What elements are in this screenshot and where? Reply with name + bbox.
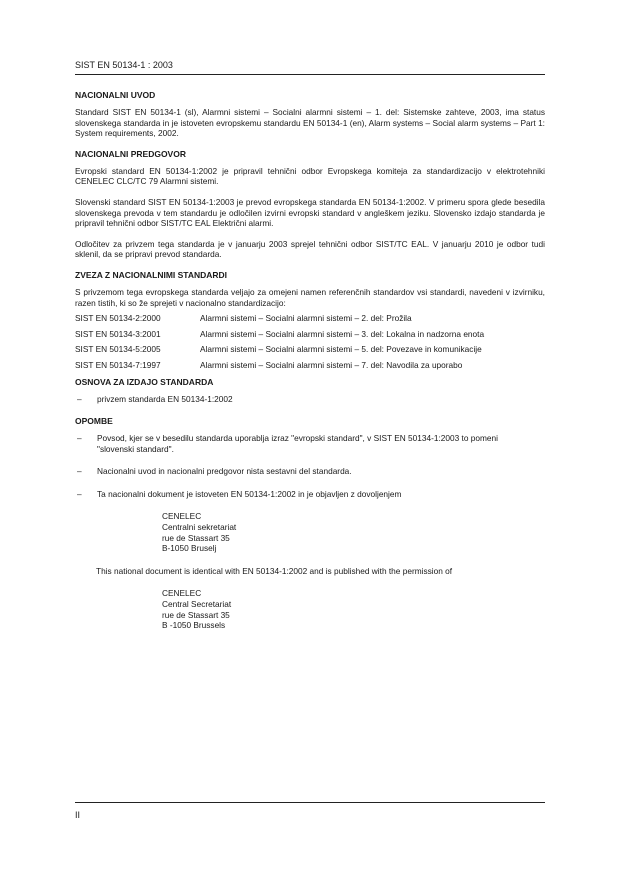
reference-code: SIST EN 50134-7:1997 [75,359,161,370]
paragraph-zveza-intro: S privzemom tega evropskega standarda veljajo za omejeni namen referenčnih standardov vsi standardi, navedeni v izvirniku, razen tistih, ki so že sprejeti v nacionalno standardizacijo: [75,286,545,308]
footer-rule [75,802,545,803]
paragraph-predgovor-3: Odločitev za privzem tega standarda je v januarju 2003 sprejel tehnični odbor SIST/TC EAL. V januarju 2010 je odbor tudi sklenil, da se pripravi prevod standarda. [75,238,545,260]
reference-title: Alarmni sistemi – Socialni alarmni sistemi – 3. del: Lokalna in nadzorna enota [200,328,485,339]
reference-code: SIST EN 50134-2:2000 [75,313,161,324]
reference-row [75,329,545,340]
list-item-text: Ta nacionalni dokument je istoveten EN 50134-1:2002 in je objavljen z dovoljenjem [97,488,402,499]
paragraph-nacionalni-uvod: Standard SIST EN 50134-1 (sl), Alarmni sistemi – Socialni alarmni sistemi – 1. del: Sistemske zahteve, 2003, ima status slovenskega standarda in je istoveten evropskemu standardu EN 50134-1 (en), Alarm systems – Social alarm systems – Part 1: System requirements, 2002. [75,107,545,139]
header-rule [75,74,545,75]
reference-list [75,313,545,370]
heading-zveza: ZVEZA Z NACIONALNIMI STANDARDI [75,269,228,280]
paragraph-predgovor-1: Evropski standard EN 50134-1:2002 je pripravil tehnični odbor Evropskega komiteja za standardizacijo v elektrotehniki CENELEC CLC/TC 79 Alarmni sistemi. [75,165,545,187]
list-item [75,394,545,405]
reference-title: Alarmni sistemi – Socialni alarmni sistemi – 5. del: Povezave in komunikacije [200,344,482,355]
address-line: rue de Stassart 35 [162,609,230,620]
list-item [75,489,545,500]
reference-row [75,344,545,355]
reference-code: SIST EN 50134-5:2005 [75,344,161,355]
reference-title: Alarmni sistemi – Socialni alarmni sistemi – 7. del: Navodila za uporabo [200,359,463,370]
dash-marker: – [77,393,82,404]
address-slovenian [162,511,545,553]
dash-marker: – [77,488,82,499]
address-line: Centralni sekretariat [162,522,237,533]
address-line: B-1050 Bruselj [162,543,217,554]
paragraph-predgovor-2: Slovenski standard SIST EN 50134-1:2003 je prevod evropskega standarda EN 50134-1:2002. V primeru spora glede besedila slovenskega prevoda v tem standardu je odločilen izvirni evropski standard v angleškem jeziku. Slovensko izdajo standarda je pripravil tehnični odbor SIST/TC EAL Električni alarmi. [75,196,545,229]
dash-marker: – [77,466,82,477]
heading-osnova: OSNOVA ZA IZDAJO STANDARDA [75,376,214,387]
address-line: CENELEC [162,588,202,599]
list-item-text: Povsod, kjer se v besedilu standarda uporablja izraz "evropski standard", v SIST EN 50134-1:2003 to pomeni "slovenski standard". [97,433,498,454]
address-line: rue de Stassart 35 [162,532,230,543]
paragraph-english-note: This national document is identical with EN 50134-1:2002 and is published with the permission of [96,565,453,576]
page-number: II [75,810,81,820]
address-line: B -1050 Brussels [162,620,226,631]
list-item [75,433,545,454]
list-item-text: privzem standarda EN 50134-1:2002 [97,393,233,404]
heading-nacionalni-predgovor: NACIONALNI PREDGOVOR [75,148,186,159]
address-english [162,588,545,630]
list-item [75,466,545,477]
reference-title: Alarmni sistemi – Socialni alarmni sistemi – 2. del: Prožila [200,313,412,324]
reference-code: SIST EN 50134-3:2001 [75,328,161,339]
heading-opombe: OPOMBE [75,416,113,427]
address-line: CENELEC [162,511,202,522]
header-doc-id: SIST EN 50134-1 : 2003 [75,60,173,70]
osnova-list [75,394,545,405]
opombe-list [75,433,545,499]
heading-nacionalni-uvod: NACIONALNI UVOD [75,90,156,100]
dash-marker: – [77,433,82,444]
address-line: Central Secretariat [162,599,232,610]
reference-row [75,360,545,371]
page-content [75,90,545,643]
reference-row [75,313,545,324]
list-item-text: Nacionalni uvod in nacionalni predgovor nista sestavni del standarda. [97,466,352,477]
